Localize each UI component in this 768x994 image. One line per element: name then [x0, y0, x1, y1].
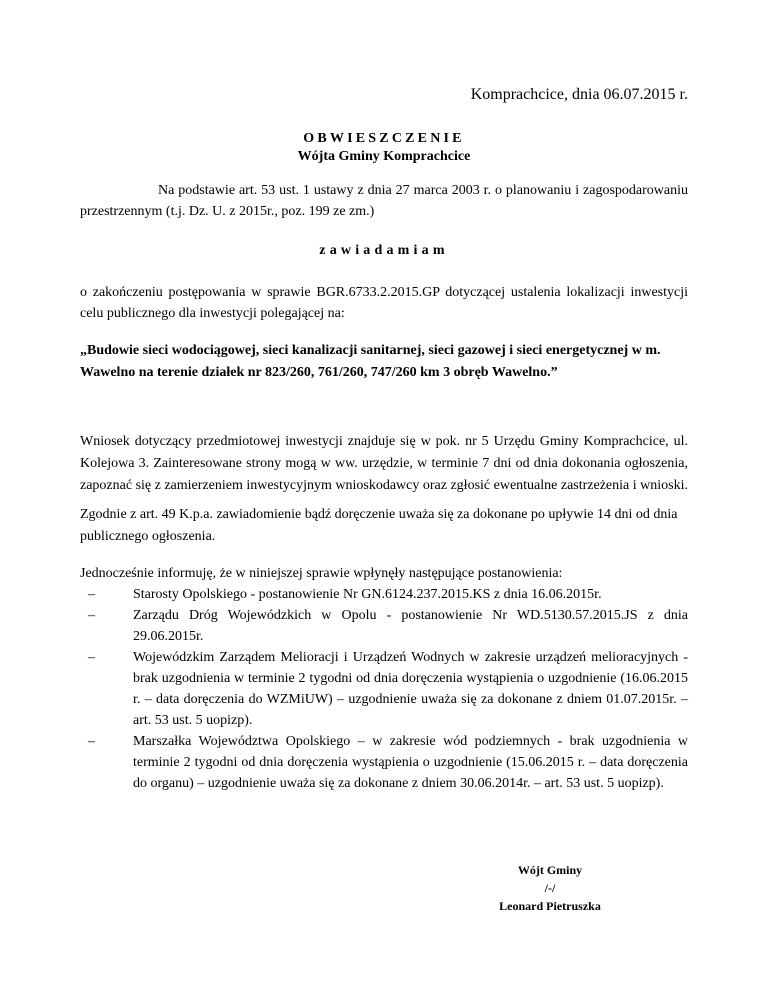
signature-block — [440, 861, 660, 915]
list-item-text: Zarządu Dróg Wojewódzkich w Opolu - postanowienie Nr WD.5130.57.2015.JS z dnia 29.06.2015r. — [133, 608, 688, 644]
document-heading: OBWIESZCZENIE — [303, 131, 465, 146]
investment-subject: „Budowie sieci wodociągowej, sieci kanalizacji sanitarnej, sieci gazowej i sieci energetycznej w m. Wawelno na terenie działek nr 823/260, 761/260, 747/260 km 3 obręb Wawelno.” — [80, 343, 661, 380]
document-subheading: Wójta Gminy Komprachcice — [297, 149, 471, 164]
list-bullet: – — [88, 587, 95, 602]
list-bullet: – — [88, 608, 95, 623]
list-item — [80, 584, 688, 605]
procedure-paragraph: o zakończeniu postępowania w sprawie BGR.6733.2.2015.GP dotyczącej ustalenia lokalizacji inwestycji celu publicznego dla inwestycji polegającej na: — [80, 285, 688, 321]
signer-name: Leonard Pietruszka — [499, 899, 601, 913]
legal-basis-paragraph: Na podstawie art. 53 ust. 1 ustawy z dnia 27 marca 2003 r. o planowaniu i zagospodarowaniu przestrzennym (t.j. Dz. U. z 2015r., poz. 199 ze zm.) — [80, 183, 688, 219]
application-paragraph: Wniosek dotyczący przedmiotowej inwestycji znajduje się w pok. nr 5 Urzędu Gminy Komprachcice, ul. Kolejowa 3. Zainteresowane strony mogą w ww. urzędzie, w terminie 7 dni od dnia dokonania ogłoszenia, zapoznać się z zamierzeniem inwestycyjnym wnioskodawcy oraz zgłosić ewentualne zastrzeżenia i wnioski. — [80, 434, 688, 493]
list-item — [80, 647, 688, 731]
list-item-text: Wojewódzkim Zarządem Melioracji i Urządzeń Wodnych w zakresie urządzeń melioracyjnych - brak uzgodnienia w terminie 2 tygodni od dnia doręczenia wystąpienia o uzgodnienie (16.06.2015 r. – data doręczenia do WZMiUW) – uzgodnienie uważa się za dokonane z dniem 01.07.2015r. – art. 53 ust. 5 uopizp). — [133, 650, 688, 728]
signature-mark: /-/ — [544, 881, 556, 895]
signer-title: Wójt Gminy — [517, 863, 583, 877]
list-item-text: Starosty Opolskiego - postanowienie Nr GN.6124.237.2015.KS z dnia 16.06.2015r. — [133, 587, 602, 602]
announce-word: zawiadamiam — [319, 243, 449, 258]
list-item-text: Marszałka Województwa Opolskiego – w zakresie wód podziemnych - brak uzgodnienia w terminie 2 tygodni od dnia doręczenia wystąpienia o uzgodnienie (15.06.2015 r. – data doręczenia do organu) – uzgodnienie uważa się za dokonane z dniem 30.06.2014r. – art. 53 ust. 5 uopizp). — [133, 734, 688, 791]
list-item — [80, 731, 688, 794]
decisions-list — [80, 584, 688, 794]
list-item — [80, 605, 688, 647]
list-bullet: – — [88, 650, 95, 665]
place-date: Komprachcice, dnia 06.07.2015 r. — [470, 86, 688, 103]
decisions-intro: Jednocześnie informuję, że w niniejszej sprawie wpłynęły następujące postanowienia: — [80, 566, 563, 581]
list-bullet: – — [88, 734, 95, 749]
notice-paragraph: Zgodnie z art. 49 K.p.a. zawiadomienie bądź doręczenie uważa się za dokonane po upływie 14 dni od dnia publicznego ogłoszenia. — [80, 507, 678, 544]
